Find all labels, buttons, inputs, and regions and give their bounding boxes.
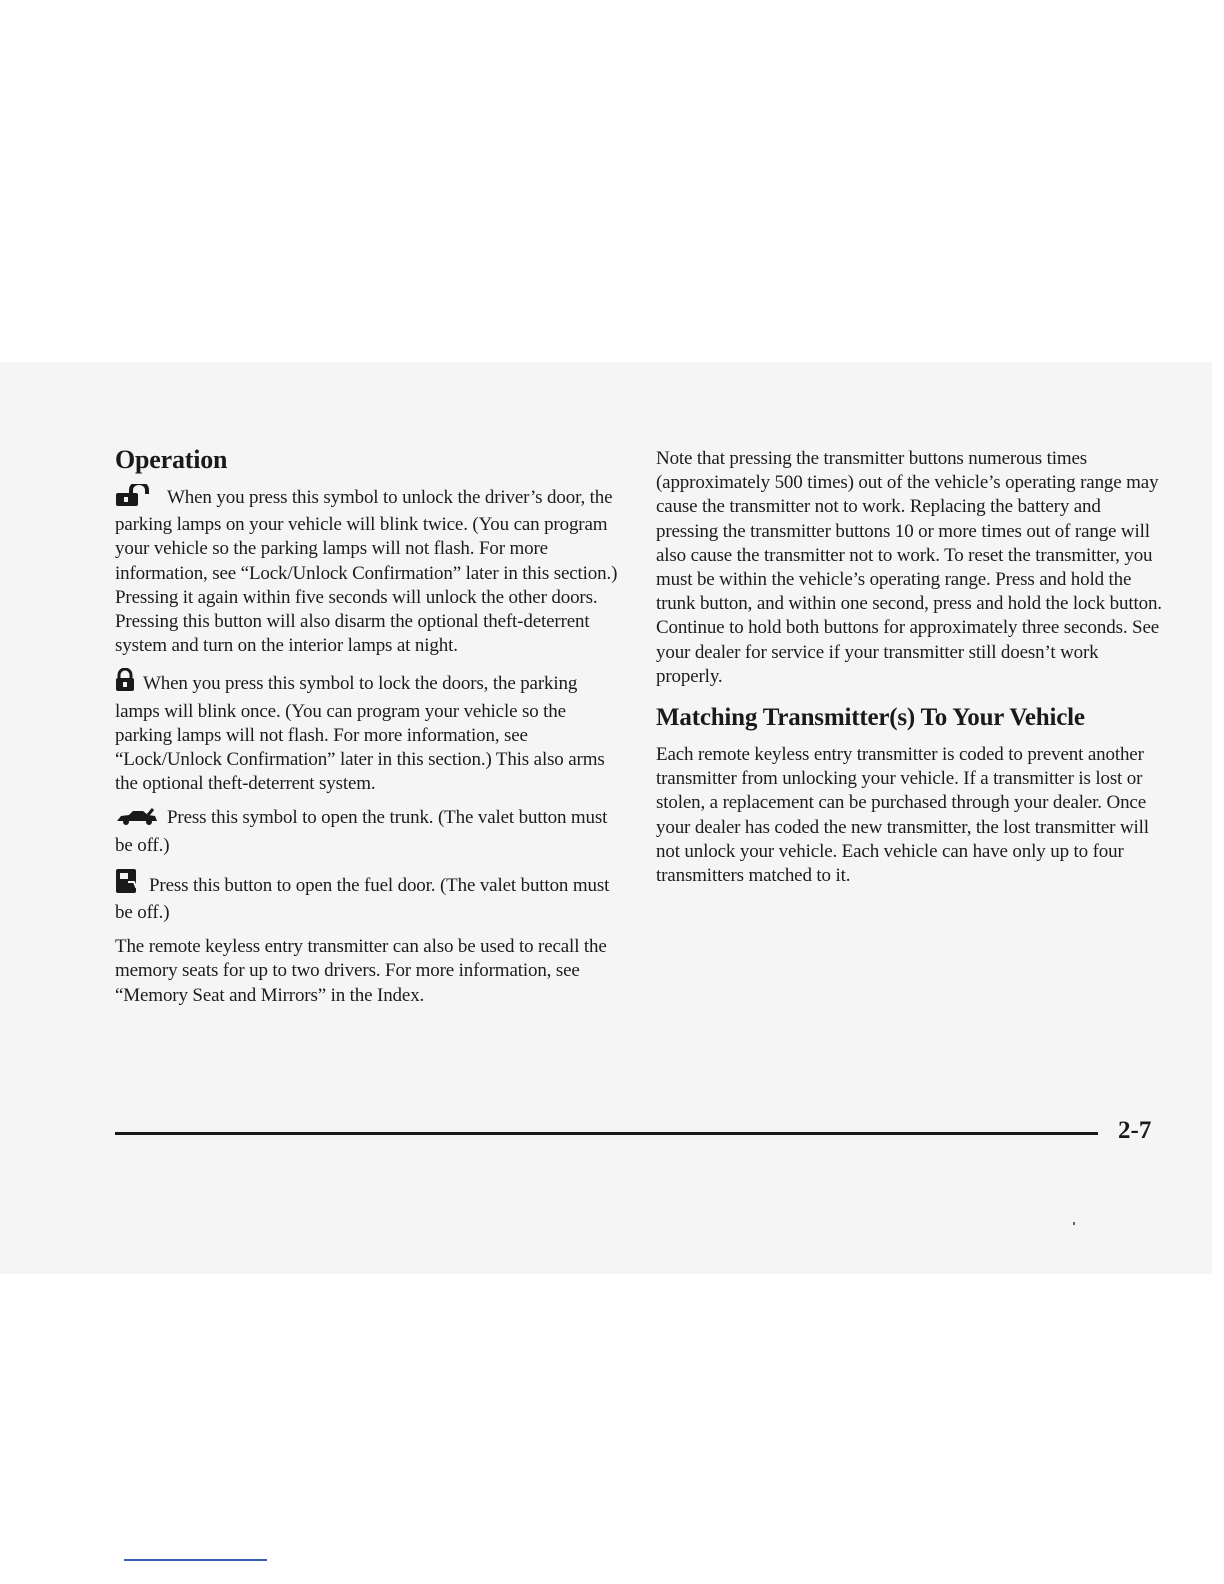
bottom-link-underline[interactable] [124, 1559, 267, 1561]
page-number: 2-7 [1118, 1117, 1152, 1144]
note-paragraph: Note that pressing the transmitter buttons numerous times (approximately 500 times) out of the vehicle’s operating range may cause the transmitter not to work. Replacing the battery and pressing the transmitter buttons 10 or more times out of range will also cause the transmitter not to work. To reset the transmitter, you must be within the vehicle’s operating range. Press and hold the trunk button, and within one second, press and hold the lock button. Continue to hold both buttons for approximately three seconds. See your dealer for service if your transmitter still doesn’t work properly. [656, 448, 1162, 687]
memory-paragraph: The remote keyless entry transmitter can also be used to recall the memory seats for up to two drivers. For more information, see “Memory Seat and Mirrors” in the Index. [115, 936, 607, 1006]
trunk-paragraph [115, 806, 621, 857]
fuel-door-icon [115, 868, 141, 901]
scan-speck [1073, 1222, 1075, 1225]
trunk-icon [115, 808, 159, 833]
right-column [656, 447, 1162, 898]
unlock-paragraph [115, 484, 621, 658]
lock-paragraph [115, 668, 621, 796]
left-column [115, 444, 621, 1018]
matching-paragraph: Each remote keyless entry transmitter is coded to prevent another transmitter from unlocking your vehicle. If a transmitter is lost or stolen, a replacement can be purchased through your dealer. Once your dealer has coded the new transmitter, the lost transmitter will not unlock your vehicle. Each vehicle can have only up to four transmitters matched to it. [656, 744, 1149, 887]
lock-text: When you press this symbol to lock the doors, the parking lamps will blink once. (You can program your vehicle so the parking lamps will not flash. For more information, see “Lock/Unlock Confirmation” later in this section.) This also arms the optional theft-deterrent system. [115, 673, 605, 795]
matching-heading: Matching Transmitter(s) To Your Vehicle [656, 704, 1085, 732]
footer-rule [115, 1132, 1098, 1135]
operation-heading: Operation [115, 445, 228, 474]
fuel-text: Press this button to open the fuel door. (The valet button must be off.) [115, 874, 610, 924]
unlock-icon [115, 484, 159, 513]
trunk-text: Press this symbol to open the trunk. (The valet button must be off.) [115, 807, 608, 856]
lock-icon [115, 668, 135, 699]
fuel-paragraph [115, 868, 621, 925]
unlock-text: When you press this symbol to unlock the driver’s door, the parking lamps on your vehicle will blink twice. (You can program your vehicle so the parking lamps will not flash. For more information, see “Lock/Unlock Confirmation” later in this section.) Pressing it again within five seconds will unlock the other doors. Pressing this button will also disarm the optional theft-deterrent system and turn on the interior lamps at night. [115, 487, 618, 657]
